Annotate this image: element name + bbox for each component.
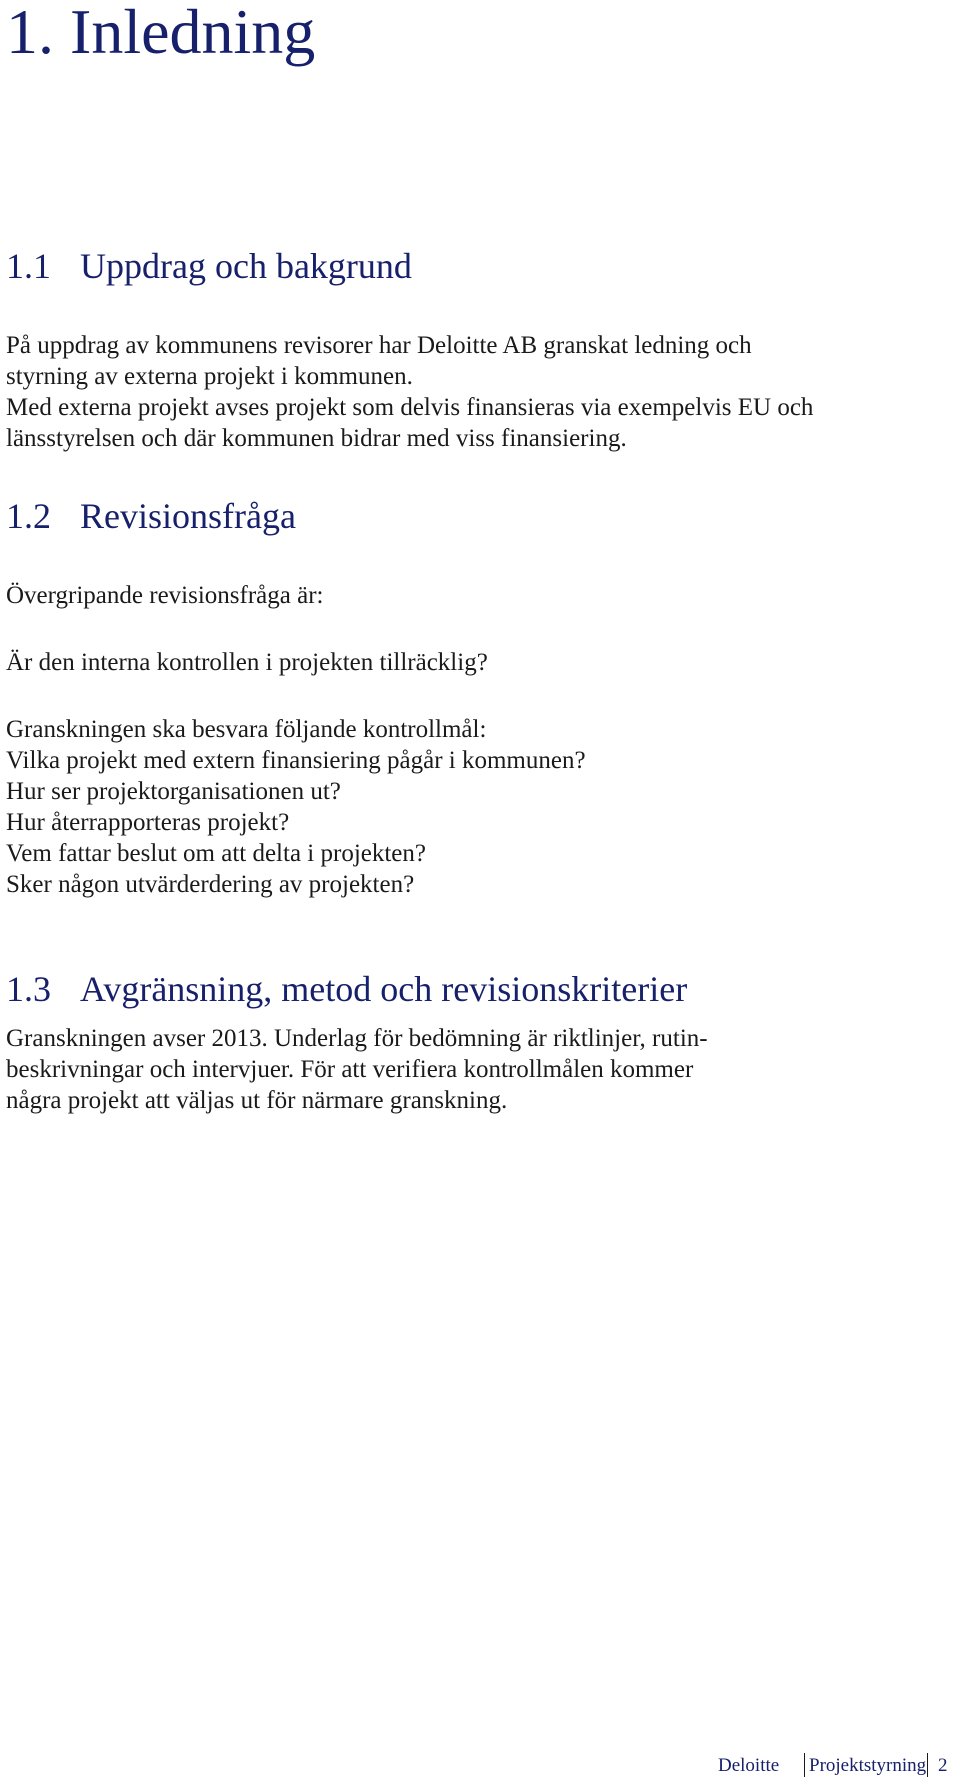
body-line: På uppdrag av kommunens revisorer har Deloitte AB granskat ledning och [6,332,752,359]
control-objective-item: Hur återrapporteras projekt? [6,809,290,836]
page-footer [700,1753,960,1779]
revision-question-intro: Övergripande revisionsfråga är: [6,582,324,609]
footer-page-number: 2 [938,1755,948,1776]
section-body-avgransning [6,1023,708,1116]
footer-separator [804,1753,805,1777]
section-title: Avgränsning, metod och revisionskriterier [80,969,688,1009]
section-title: Revisionsfråga [80,496,296,536]
control-objective-item: Sker någon utvärderdering av projekten? [6,871,415,898]
footer-separator [927,1753,928,1777]
footer-company: Deloitte [718,1755,780,1776]
section-title: Uppdrag och bakgrund [80,246,412,286]
section-number: 1.1 [6,246,51,286]
section-number: 1.2 [6,496,51,536]
body-line: styrning av externa projekt i kommunen. [6,363,413,390]
revision-question: Är den interna kontrollen i projekten tillräcklig? [6,649,488,676]
section-heading-revisionsfraga [6,494,296,538]
body-line: Med externa projekt avses projekt som delvis finansieras via exempelvis EU och [6,394,814,421]
section-number: 1.3 [6,969,51,1009]
control-objectives-intro: Granskningen ska besvara följande kontrollmål: [6,716,487,743]
section-body-uppdrag [6,330,813,454]
body-line: några projekt att väljas ut för närmare granskning. [6,1087,508,1114]
body-line: länsstyrelsen och där kommunen bidrar med viss finansiering. [6,425,627,452]
body-line: Granskningen avser 2013. Underlag för bedömning är riktlinjer, rutin- [6,1025,708,1052]
chapter-title: 1. Inledning [6,0,316,67]
body-line: beskrivningar och intervjuer. För att verifiera kontrollmålen kommer [6,1056,694,1083]
control-objective-item: Hur ser projektorganisationen ut? [6,778,341,805]
control-objectives-list [6,714,586,900]
section-heading-uppdrag [6,244,412,288]
footer-document-title: Projektstyrning [809,1755,927,1776]
control-objective-item: Vem fattar beslut om att delta i projekten? [6,840,426,867]
control-objective-item: Vilka projekt med extern finansiering pågår i kommunen? [6,747,586,774]
section-heading-avgransning [6,967,687,1011]
